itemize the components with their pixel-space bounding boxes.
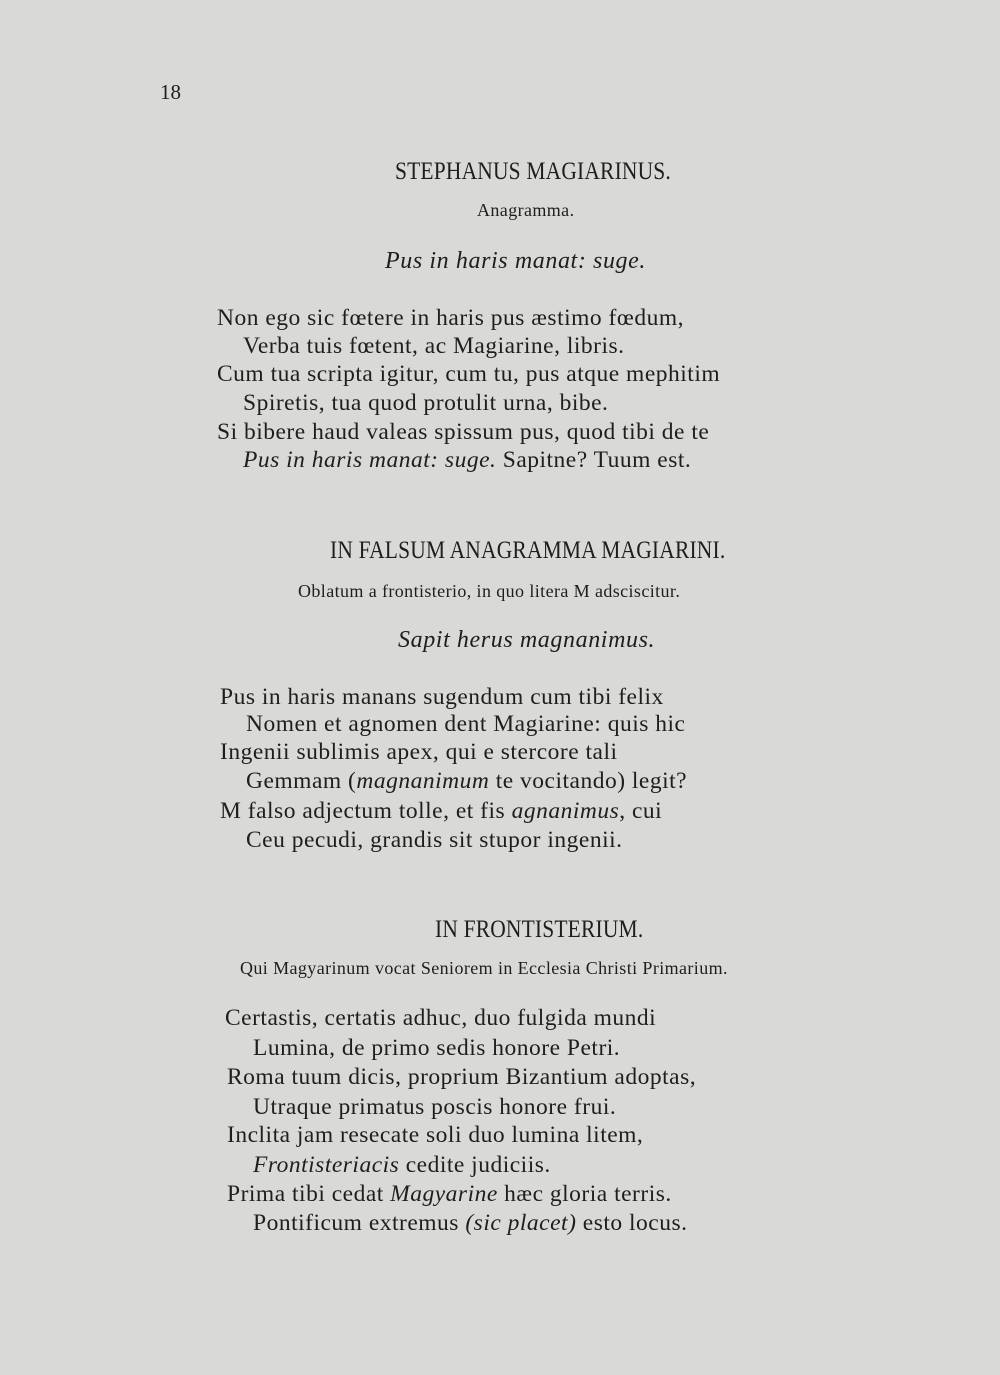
verse-text: hæc gloria terris. (497, 1181, 672, 1207)
page-number: 18 (160, 80, 181, 104)
verse-line: Certastis, certatis adhuc, duo fulgida mundi (225, 1005, 657, 1031)
section-title: IN FRONTISTERIUM. (435, 916, 644, 943)
verse-text: Prima tibi cedat (227, 1181, 391, 1207)
verse-italic: (sic placet) (465, 1210, 577, 1236)
section-subtitle: Oblatum a frontisterio, in quo litera M adsciscitur. (298, 581, 681, 601)
verse-line: Lumina, de primo sedis honore Petri. (253, 1035, 621, 1061)
verse-line: Verba tuis fœtent, ac Magiarine, libris. (243, 333, 625, 359)
verse-text: Pontificum extremus (253, 1210, 466, 1236)
verse-line: Inclita jam resecate soli duo lumina litem, (227, 1122, 644, 1148)
section-motto: Pus in haris manat: suge. (385, 248, 646, 274)
verse-line: Utraque primatus poscis honore frui. (253, 1094, 617, 1120)
verse-line: Ceu pecudi, grandis sit stupor ingenii. (246, 827, 623, 853)
verse-line (253, 1210, 688, 1237)
verse-line: Ingenii sublimis apex, qui e stercore tali (220, 739, 618, 765)
verse-text: , cui (619, 798, 663, 824)
verse-italic: Frontisteriacis (253, 1152, 400, 1178)
section-title: IN FALSUM ANAGRAMMA MAGIARINI. (330, 537, 726, 564)
verse-line (220, 798, 662, 825)
verse-text: cedite judiciis. (399, 1152, 551, 1178)
section-subtitle: Anagramma. (477, 200, 575, 220)
verse-line: Non ego sic fœtere in haris pus æstimo fœdum, (217, 305, 684, 331)
verse-italic: Pus in haris manat: suge. (243, 447, 497, 473)
verse-line: Si bibere haud valeas spissum pus, quod tibi de te (217, 419, 710, 445)
verse-text: te vocitando) legit? (489, 768, 688, 794)
verse-line: Roma tuum dicis, proprium Bizantium adoptas, (227, 1064, 697, 1090)
verse-line: Pus in haris manans sugendum cum tibi felix (220, 684, 664, 710)
verse-italic: Magyarine (390, 1181, 498, 1207)
verse-text: esto locus. (576, 1210, 688, 1236)
section-subtitle: Qui Magyarinum vocat Seniorem in Ecclesia Christi Primarium. (240, 958, 728, 978)
verse-line (246, 768, 687, 795)
verse-line (227, 1181, 672, 1208)
verse-line (253, 1152, 551, 1179)
section-motto: Sapit herus magnanimus. (398, 627, 656, 653)
verse-line (243, 447, 691, 474)
verse-text: M falso adjectum tolle, et fis (220, 798, 512, 824)
verse-line: Spiretis, tua quod protulit urna, bibe. (243, 390, 609, 416)
verse-text: Gemmam ( (246, 768, 357, 794)
verse-italic: magnanimum (356, 768, 490, 794)
verse-line: Cum tua scripta igitur, cum tu, pus atque mephitim (217, 361, 721, 387)
verse-text: Sapitne? Tuum est. (496, 447, 692, 473)
section-title: STEPHANUS MAGIARINUS. (395, 158, 671, 185)
verse-line: Nomen et agnomen dent Magiarine: quis hic (246, 711, 686, 737)
verse-italic: agnanimus (511, 798, 620, 824)
